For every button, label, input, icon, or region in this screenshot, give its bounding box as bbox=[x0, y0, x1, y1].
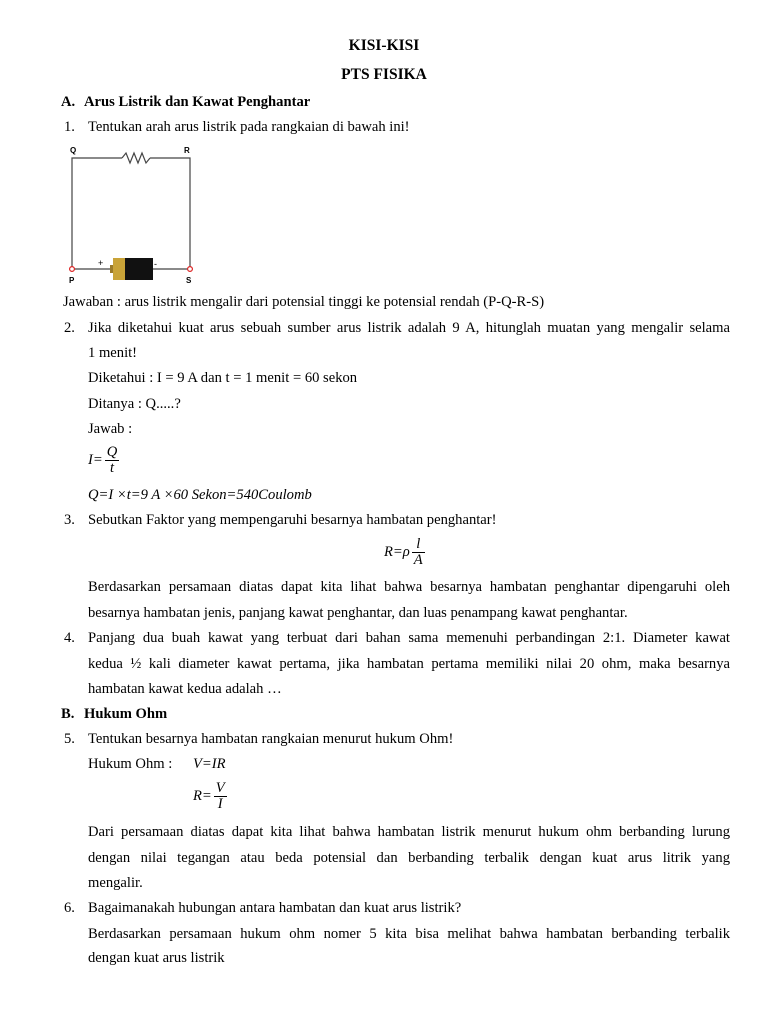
q2-number: 2. bbox=[64, 320, 75, 336]
q3-eq-numerator: l bbox=[412, 537, 425, 553]
circuit-wire-right bbox=[150, 158, 190, 269]
q5-question: Tentukan besarnya hambatan rangkaian menurut hukum Ohm! bbox=[88, 731, 454, 747]
battery-plus-sign: + bbox=[98, 258, 104, 268]
q2-eq1-lhs: I= bbox=[88, 452, 103, 469]
q2-question-line2: 1 menit! bbox=[88, 345, 138, 361]
circuit-diagram bbox=[60, 142, 210, 287]
q2-question-line1: Jika diketahui kuat arus sebuah sumber arus listrik adalah 9 A, hitunglah muatan yang mengalir selama bbox=[88, 320, 730, 336]
circuit-label-r: R bbox=[184, 146, 190, 155]
q2-answer-label: Jawab : bbox=[88, 421, 133, 437]
q5-eq2-denominator: I bbox=[217, 796, 223, 813]
q3-equation-resistance bbox=[384, 537, 425, 569]
battery-minus-sign: - bbox=[154, 259, 157, 269]
circuit-label-q: Q bbox=[70, 146, 77, 155]
q6-number: 6. bbox=[64, 900, 75, 916]
document-subtitle: PTS FISIKA bbox=[341, 66, 427, 83]
q3-eq-lhs: R=ρ bbox=[384, 544, 410, 561]
section-b-letter: B. bbox=[61, 706, 75, 722]
q5-eq2-numerator: V bbox=[215, 780, 225, 796]
q3-number: 3. bbox=[64, 512, 75, 528]
q3-eq-denominator: A bbox=[413, 552, 423, 569]
q5-explanation-line3: mengalir. bbox=[88, 875, 143, 891]
q4-question-line1: Panjang dua buah kawat yang terbuat dari bahan sama memenuhi perbandingan 2:1. Diameter kawat bbox=[88, 630, 730, 646]
section-a-heading: Arus Listrik dan Kawat Penghantar bbox=[84, 94, 311, 110]
q5-equation-voltage: V=IR bbox=[193, 756, 226, 772]
q3-eq-fraction bbox=[412, 537, 425, 569]
section-a-letter: A. bbox=[61, 94, 76, 110]
q2-equation-charge: Q=I ×t=9 A ×60 Sekon=540Coulomb bbox=[88, 487, 312, 503]
terminal-s bbox=[188, 267, 193, 272]
q5-explanation-line2: dengan nilai tegangan atau beda potensial dan berbanding terbalik dengan kuat arus litrik yang bbox=[88, 850, 730, 866]
q6-explanation-line1: Berdasarkan persamaan hukum ohm nomer 5 kita bisa melihat bahwa hambatan berbanding terbalik bbox=[88, 926, 730, 942]
q2-eq1-fraction bbox=[105, 445, 120, 477]
q3-explanation-line2: besarnya hambatan jenis, panjang kawat penghantar, dan luas penampang kawat penghantar. bbox=[88, 605, 628, 621]
circuit-label-p: P bbox=[69, 276, 75, 285]
circuit-resistor bbox=[122, 153, 150, 163]
q1-number: 1. bbox=[64, 119, 75, 135]
circuit-label-s: S bbox=[186, 276, 192, 285]
section-b-heading: Hukum Ohm bbox=[84, 706, 168, 722]
battery-positive-end bbox=[113, 258, 125, 280]
q3-explanation-line1: Berdasarkan persamaan diatas dapat kita lihat bahwa besarnya hambatan penghantar dipengaruhi oleh bbox=[88, 579, 730, 595]
q2-asked: Ditanya : Q.....? bbox=[88, 396, 181, 412]
q6-question: Bagaimanakah hubungan antara hambatan dan kuat arus listrik? bbox=[88, 900, 462, 916]
q2-eq1-numerator: Q bbox=[106, 444, 118, 460]
terminal-p bbox=[70, 267, 75, 272]
battery-nub bbox=[110, 265, 113, 273]
q4-question-line2: kedua ½ kali diameter kawat pertama, jika hambatan pertama memiliki nilai 20 ohm, maka besarnya bbox=[88, 656, 730, 672]
q2-equation-current bbox=[88, 445, 119, 477]
q5-explanation-line1: Dari persamaan diatas dapat kita lihat bahwa hambatan listrik menurut hukum ohm berbanding lurung bbox=[88, 824, 730, 840]
q5-law-label: Hukum Ohm : bbox=[88, 756, 173, 772]
q6-explanation-line2: dengan kuat arus listrik bbox=[88, 950, 225, 966]
q5-equation-resistance bbox=[193, 781, 227, 813]
q4-number: 4. bbox=[64, 630, 75, 646]
q4-question-line3: hambatan kawat kedua adalah … bbox=[88, 681, 282, 697]
q3-question: Sebutkan Faktor yang mempengaruhi besarnya hambatan penghantar! bbox=[88, 512, 497, 528]
circuit-wire-left bbox=[72, 158, 122, 269]
q5-eq2-fraction bbox=[214, 781, 227, 813]
q2-eq1-denominator: t bbox=[109, 460, 115, 477]
q5-eq2-lhs: R= bbox=[193, 788, 212, 805]
q2-known: Diketahui : I = 9 A dan t = 1 menit = 60 sekon bbox=[88, 370, 358, 386]
q1-answer: Jawaban : arus listrik mengalir dari potensial tinggi ke potensial rendah (P-Q-R-S) bbox=[63, 294, 545, 310]
q1-question: Tentukan arah arus listrik pada rangkaian di bawah ini! bbox=[88, 119, 410, 135]
battery-body bbox=[125, 258, 153, 280]
document-title: KISI-KISI bbox=[348, 37, 420, 54]
q5-number: 5. bbox=[64, 731, 75, 747]
